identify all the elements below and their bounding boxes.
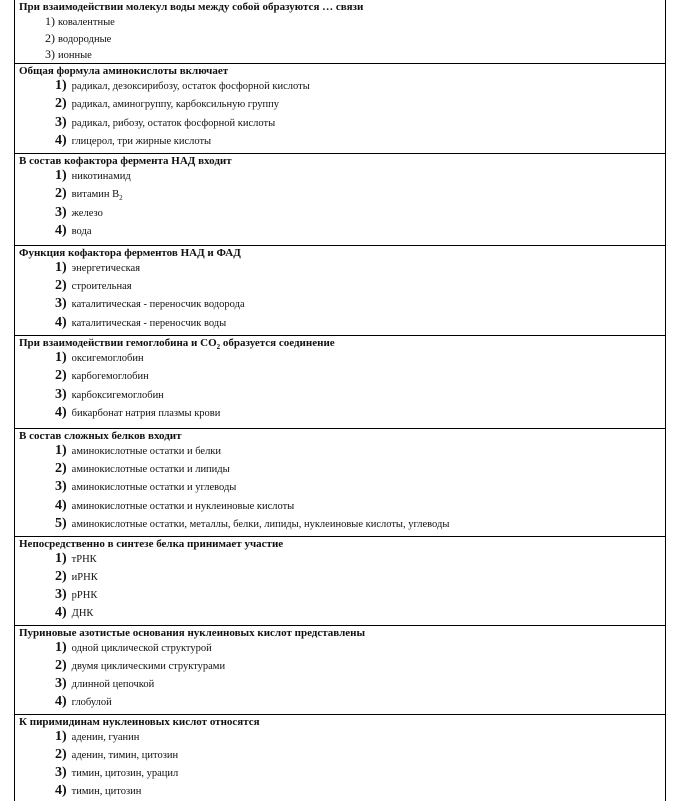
option-text: ковалентные bbox=[58, 17, 115, 28]
question-block bbox=[15, 429, 665, 537]
option-number: 3) bbox=[45, 47, 55, 61]
option-number: 4) bbox=[55, 132, 67, 148]
answer-option bbox=[15, 387, 665, 405]
option-text: каталитическая - переносчик воды bbox=[71, 317, 227, 329]
option-text: одной циклической структурой bbox=[71, 643, 212, 654]
option-number: 3) bbox=[55, 296, 67, 312]
option-number: 5) bbox=[55, 515, 67, 531]
answer-option bbox=[15, 168, 665, 186]
option-number: 1) bbox=[55, 168, 67, 183]
option-text: глобулой bbox=[71, 697, 112, 709]
question-title: К пиримидинам нуклеиновых кислот относятся bbox=[19, 716, 260, 728]
option-text: тимин, цитозин bbox=[71, 786, 142, 797]
option-number: 2) bbox=[55, 461, 67, 477]
option-number: 3) bbox=[55, 676, 67, 692]
option-text: тРНК bbox=[71, 554, 97, 565]
answer-option bbox=[15, 350, 665, 368]
question-title-part: образуется соединение bbox=[220, 337, 335, 349]
answer-option bbox=[15, 115, 665, 133]
question-block bbox=[15, 537, 665, 626]
answer-option bbox=[15, 694, 665, 712]
answer-option bbox=[15, 747, 665, 765]
answer-option bbox=[15, 587, 665, 605]
answer-option bbox=[15, 443, 665, 461]
option-number: 4) bbox=[55, 694, 67, 710]
answer-option bbox=[15, 133, 665, 151]
option-text: радикал, рибозу, остаток фосфорной кислоты bbox=[71, 117, 276, 129]
question-block bbox=[15, 64, 665, 154]
option-number: 2) bbox=[55, 368, 67, 384]
answer-option bbox=[15, 605, 665, 623]
option-text: никотинамид bbox=[71, 171, 131, 182]
option-text: энергетическая bbox=[71, 263, 141, 274]
option-text: тимин, цитозин, урацил bbox=[71, 768, 179, 779]
option-text: вода bbox=[71, 226, 92, 238]
option-number: 3) bbox=[55, 479, 67, 495]
question-block bbox=[15, 0, 665, 64]
option-text: ДНК bbox=[71, 608, 94, 620]
answer-option bbox=[15, 205, 665, 223]
option-number: 2) bbox=[55, 278, 67, 294]
answer-option bbox=[15, 569, 665, 587]
option-text: длинной цепочкой bbox=[71, 679, 155, 691]
answer-option bbox=[15, 729, 665, 747]
option-text: оксигемоглобин bbox=[71, 353, 144, 364]
option-text: ионные bbox=[58, 50, 92, 61]
answer-option bbox=[15, 551, 665, 569]
option-number: 3) bbox=[55, 204, 67, 220]
question-block bbox=[15, 715, 665, 801]
option-text: аминокислотные остатки и углеводы bbox=[71, 482, 237, 494]
option-text: аденин, гуанин bbox=[71, 732, 140, 743]
option-text: водородные bbox=[58, 33, 112, 45]
option-text: карбогемоглобин bbox=[71, 371, 149, 383]
answer-option bbox=[15, 461, 665, 479]
answer-option bbox=[15, 186, 665, 204]
option-text: глицерол, три жирные кислоты bbox=[71, 135, 212, 147]
option-number: 4) bbox=[55, 783, 67, 798]
option-number: 1) bbox=[55, 78, 67, 93]
option-number: 2) bbox=[55, 747, 67, 762]
option-number: 3) bbox=[55, 114, 67, 130]
question-title: В состав кофактора фермента НАД входит bbox=[19, 155, 232, 167]
answer-option bbox=[15, 96, 665, 114]
question-title: Функция кофактора ферментов НАД и ФАД bbox=[19, 247, 241, 259]
option-text: аминокислотные остатки и липиды bbox=[71, 464, 230, 476]
option-text: аминокислотные остатки и нуклеиновые кислоты bbox=[71, 500, 295, 512]
question-block bbox=[15, 154, 665, 246]
option-text: витамин $B_2$ bbox=[71, 189, 123, 203]
answer-option bbox=[15, 278, 665, 296]
option-text: каталитическая - переносчик водорода bbox=[71, 299, 245, 311]
option-number: 1) bbox=[55, 260, 67, 275]
question-sheet bbox=[14, 0, 666, 801]
option-number: 2) bbox=[45, 30, 55, 45]
question-title: Непосредственно в синтезе белка принимает участие bbox=[19, 538, 284, 550]
option-number: 1) bbox=[55, 729, 67, 744]
subscript: 2 bbox=[119, 194, 123, 203]
option-text: аминокислотные остатки, металлы, белки, липиды, нуклеиновые кислоты, углеводы bbox=[71, 518, 450, 530]
option-number: 2) bbox=[55, 658, 67, 674]
answer-option bbox=[15, 658, 665, 676]
answer-option bbox=[15, 498, 665, 516]
option-text: иРНК bbox=[71, 572, 98, 584]
option-number: 1) bbox=[55, 443, 67, 458]
subscript: 2 bbox=[216, 343, 221, 351]
answer-option bbox=[15, 783, 665, 801]
option-number: 4) bbox=[55, 223, 67, 239]
answer-option bbox=[15, 78, 665, 96]
answer-option bbox=[15, 479, 665, 497]
option-number: 2) bbox=[55, 96, 67, 112]
answer-option bbox=[15, 676, 665, 694]
question-block bbox=[15, 246, 665, 336]
option-number: 4) bbox=[55, 404, 67, 420]
answer-option bbox=[15, 260, 665, 278]
option-text: железо bbox=[71, 207, 103, 219]
option-number: 4) bbox=[55, 314, 67, 330]
option-text: бикарбонат натрия плазмы крови bbox=[71, 407, 221, 419]
option-number: 3) bbox=[55, 386, 67, 402]
option-text: рРНК bbox=[71, 590, 98, 602]
question-block bbox=[15, 336, 665, 429]
option-number: 3) bbox=[55, 587, 67, 603]
option-number: 3) bbox=[55, 765, 67, 780]
answer-option bbox=[15, 47, 665, 64]
option-text: аминокислотные остатки и белки bbox=[71, 446, 222, 457]
option-number: 1) bbox=[45, 14, 55, 28]
option-number: 4) bbox=[55, 497, 67, 513]
option-text: аденин, тимин, цитозин bbox=[71, 750, 179, 761]
option-text: двумя циклическими структурами bbox=[71, 661, 226, 673]
answer-option bbox=[15, 640, 665, 658]
option-number: 1) bbox=[55, 551, 67, 566]
answer-option bbox=[15, 223, 665, 241]
question-title: Пуриновые азотистые основания нуклеиновых кислот представлены bbox=[19, 627, 366, 639]
option-text: радикал, дезоксирибозу, остаток фосфорной кислоты bbox=[71, 81, 310, 92]
answer-option bbox=[15, 296, 665, 314]
option-text: радикал, аминогруппу, карбоксильную группу bbox=[71, 99, 279, 111]
answer-option bbox=[15, 31, 665, 48]
question-title-part: При взаимодействии гемоглобина и CO bbox=[19, 337, 217, 349]
option-number: 1) bbox=[55, 640, 67, 655]
option-number: 4) bbox=[55, 605, 67, 621]
option-text: карбоксигемоглобин bbox=[71, 389, 164, 401]
answer-option bbox=[15, 405, 665, 423]
answer-option bbox=[15, 765, 665, 783]
answer-option bbox=[15, 516, 665, 534]
answer-option bbox=[15, 368, 665, 386]
question-block bbox=[15, 626, 665, 715]
answer-option bbox=[15, 315, 665, 333]
question-title: Общая формула аминокислоты включает bbox=[19, 65, 229, 77]
question-title: При взаимодействии молекул воды между собой образуются … связи bbox=[19, 1, 364, 13]
question-title: В состав сложных белков входит bbox=[19, 430, 182, 442]
option-text: строительная bbox=[71, 281, 132, 293]
option-number: 2) bbox=[55, 569, 67, 585]
option-number: 2) bbox=[55, 186, 67, 202]
question-title bbox=[15, 336, 665, 350]
answer-option bbox=[15, 14, 665, 31]
option-number: 1) bbox=[55, 350, 67, 365]
